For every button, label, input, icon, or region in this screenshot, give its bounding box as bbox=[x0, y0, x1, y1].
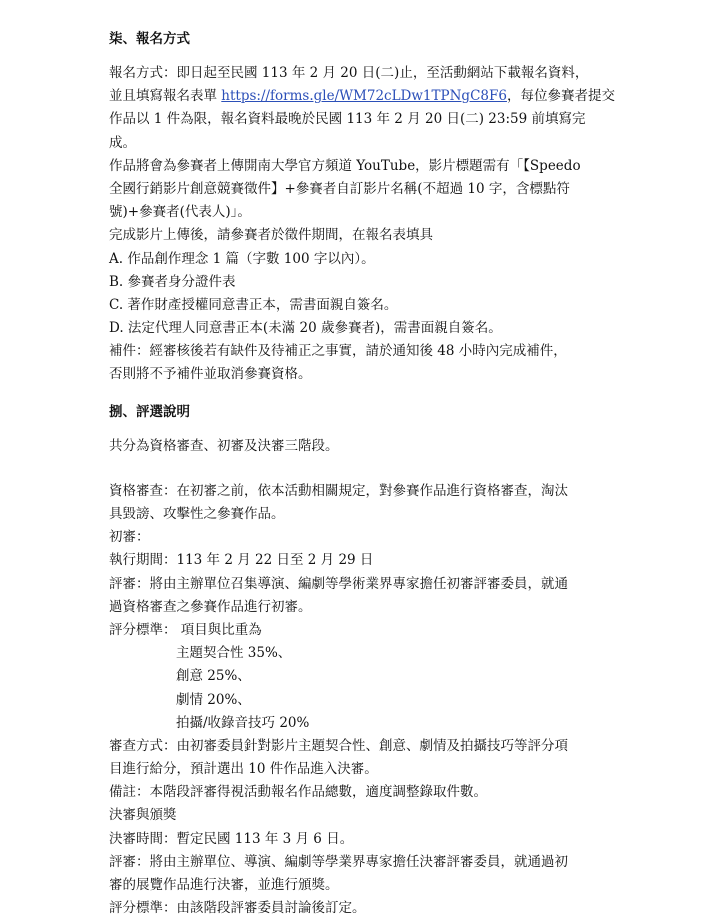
qualification-text-line: 資格審查：在初審之前，依本活動相關規定，對參賽作品進行資格審查，淘汰 bbox=[109, 482, 568, 499]
upload-text-line: 號)+參賽者(代表人)」。 bbox=[109, 204, 251, 221]
final-judge-line: 審的展覽作品進行決審，並進行頒獎。 bbox=[109, 877, 339, 893]
judging-intro: 共分為資格審查、初審及決審三階段。 bbox=[109, 437, 339, 454]
preliminary-judge-line: 過資格審查之參賽作品進行初審。 bbox=[109, 598, 312, 615]
final-title: 決審與頒獎 bbox=[109, 807, 177, 824]
supplement-text-line: 否則將不予補件並取消參賽資格。 bbox=[109, 366, 312, 383]
criteria-item: 拍攝/收錄音技巧 20% bbox=[176, 714, 310, 731]
supplement-text-line: 補件：經審核後若有缺件及待補正之事實，請於通知後 48 小時內完成補件， bbox=[109, 343, 567, 360]
review-method-line: 審查方式：由初審委員針對影片主題契合性、創意、劇情及拍攝技巧等評分項 bbox=[109, 737, 568, 754]
section-heading-judging: 捌、評選說明 bbox=[109, 403, 190, 420]
document-page bbox=[109, 28, 614, 920]
preliminary-judge-line: 評審：將由主辦單位召集導演、編劇等學術業界專家擔任初審評審委員，就通 bbox=[109, 575, 568, 592]
registration-form-link[interactable]: https://forms.gle/WM72cLDw1TPNgC8F6 bbox=[221, 88, 507, 105]
criteria-item: 創意 25%、 bbox=[176, 668, 251, 685]
criteria-item: 主題契合性 35%、 bbox=[176, 645, 292, 662]
final-time: 決審時間：暫定民國 113 年 3 月 6 日。 bbox=[109, 830, 354, 847]
registration-text-line: 作品以 1 件為限，報名資料最晚於民國 113 年 2 月 20 日(二) 23:59 前填寫完 bbox=[109, 111, 586, 128]
list-item-c: C. 著作財產授權同意書正本，需書面親自簽名。 bbox=[109, 296, 398, 313]
final-criteria: 評分標準：由該階段評審委員討論後訂定。 bbox=[109, 900, 366, 917]
list-item-a: A. 作品創作理念 1 篇（字數 100 字以內）。 bbox=[109, 250, 375, 267]
form-instructions: 完成影片上傳後，請參賽者於徵件期間，在報名表填具 bbox=[109, 227, 433, 244]
list-item-d: D. 法定代理人同意書正本(未滿 20 歲參賽者)，需書面親自簽名。 bbox=[109, 320, 502, 337]
list-item-b: B. 參賽者身分證件表 bbox=[109, 273, 236, 290]
final-judge-line: 評審：將由主辦單位、導演、編劇等學業界專家擔任決審評審委員，就通過初 bbox=[109, 853, 568, 870]
registration-text: ，每位參賽者提交 bbox=[506, 88, 615, 105]
review-method-line: 目進行給分，預計選出 10 件作品進入決審。 bbox=[109, 761, 378, 778]
registration-text-line: 成。 bbox=[109, 134, 136, 151]
qualification-text-line: 具毀謗、攻擊性之參賽作品。 bbox=[109, 506, 285, 522]
section-heading-registration: 柒、報名方式 bbox=[109, 31, 190, 47]
preliminary-title: 初審： bbox=[109, 529, 150, 546]
preliminary-period: 執行期間：113 年 2 月 22 日至 2 月 29 日 bbox=[109, 552, 374, 569]
registration-text-line bbox=[109, 85, 614, 108]
criteria-item: 劇情 20%、 bbox=[176, 691, 251, 708]
criteria-title: 評分標準： 項目與比重為 bbox=[109, 621, 262, 638]
upload-text-line: 全國行銷影片創意競賽徵件】+參賽者自訂影片名稱(不超過 10 字，含標點符 bbox=[109, 180, 570, 197]
registration-text: 並且填寫報名表單 bbox=[109, 88, 222, 105]
upload-text-line: 作品將會為參賽者上傳開南大學官方頻道 YouTube，影片標題需有「【Speedo bbox=[109, 157, 581, 174]
registration-text-line: 報名方式：即日起至民國 113 年 2 月 20 日(二)止，至活動網站下載報名資料， bbox=[109, 65, 589, 81]
note-text: 備註：本階段評審得視活動報名作品總數，適度調整錄取件數。 bbox=[109, 784, 487, 801]
